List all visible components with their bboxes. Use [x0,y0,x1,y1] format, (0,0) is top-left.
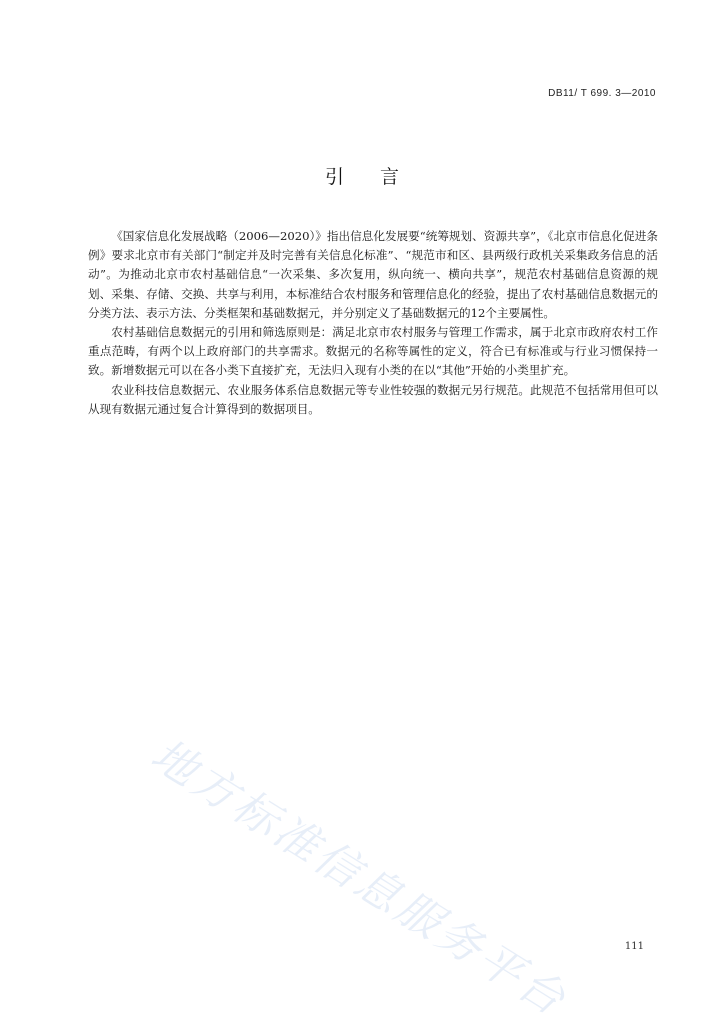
section-title: 引言 [324,166,435,188]
page-number: 111 [624,941,644,952]
body-text [88,227,658,419]
paragraph-3: 农业科技信息数据元、农业服务体系信息数据元等专业性较强的数据元另行规范。此规范不包括常用但可以从现有数据元通过复合计算得到的数据项目。 [88,382,658,416]
watermark: 地方标准信息服务平台 [142,729,577,1027]
paragraph-2: 农村基础信息数据元的引用和筛选原则是：满足北京市农村服务与管理工作需求，属于北京市政府农村工作重点范畴，有两个以上政府部门的共享需求。数据元的名称等属性的定义，符合已有标准或与行业习惯保持一致。新增数据元可以在各小类下直接扩充，无法归入现有小类的在以“其他”开始的小类里扩充。 [88,325,658,378]
document-code: DB11/ T 699. 3—2010 [548,88,656,99]
paragraph-1: 《国家信息化发展战略（2006—2020）》指出信息化发展要“统筹规划、资源共享”，《北京市信息化促进条例》要求北京市有关部门“制定并及时完善有关信息化标准”、“规范市和区、县两级行政机关采集政务信息的活动”。为推动北京市农村基础信息“一次采集、多次复用，纵向统一、横向共享”，规范农村基础信息资源的规划、采集、存储、交换、共享与利用，本标准结合农村服务和管理信息化的经验，提出了农村基础信息数据元的分类方法、表示方法、分类框架和基础数据元，并分别定义了基础数据元的12个主要属性。 [88,229,658,320]
